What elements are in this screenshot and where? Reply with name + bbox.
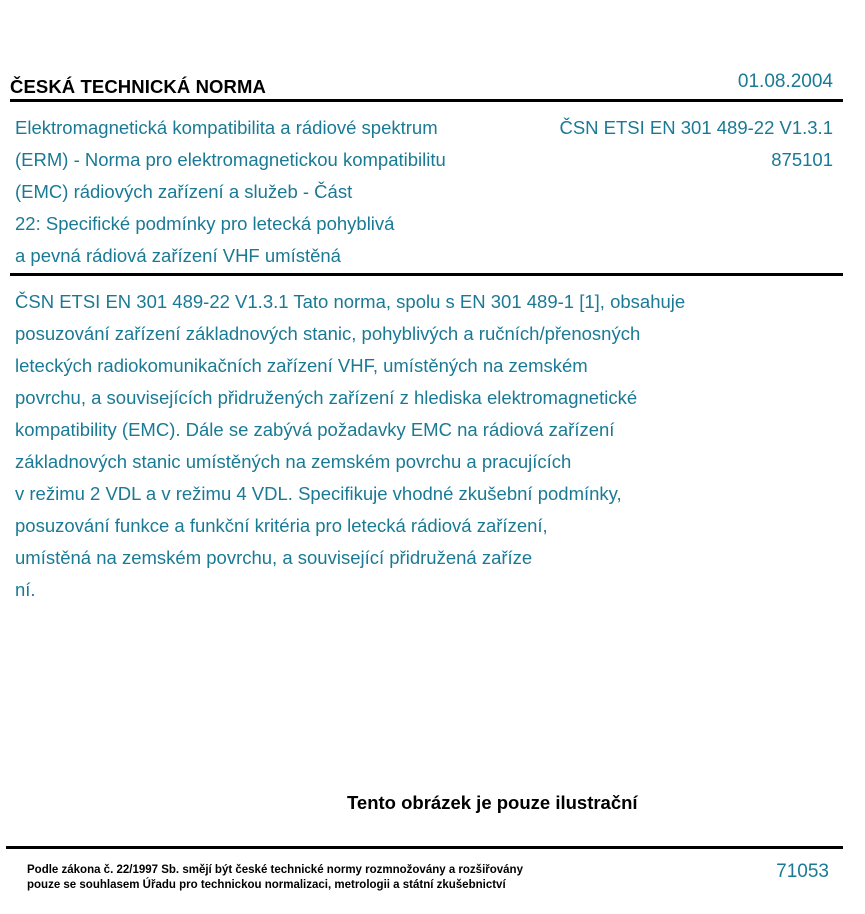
body-text-line: v režimu 2 VDL a v režimu 4 VDL. Specifikuje vhodné zkušební podmínky,: [15, 483, 622, 504]
classification-number: 875101: [771, 149, 833, 170]
body-text-line: povrchu, a souvisejících přidružených zařízení z hlediska elektromagnetické: [15, 387, 638, 408]
body-text-line: ní.: [15, 579, 36, 600]
footer-rule: [6, 846, 843, 849]
standard-title-line: 22: Specifické podmínky pro letecká pohyblivá: [15, 213, 395, 234]
body-text-line: umístěná na zemském povrchu, a související přidružená zaříze: [15, 547, 533, 568]
document-number: 71053: [776, 861, 829, 882]
header-rule: [10, 99, 843, 102]
body-text-line: posuzování zařízení základnových stanic, pohyblivých a ručních/přenosných: [15, 323, 641, 344]
illustration-note: Tento obrázek je pouze ilustrační: [347, 792, 638, 813]
page-title: ČESKÁ TECHNICKÁ NORMA: [10, 76, 266, 97]
standard-title-line: (ERM) - Norma pro elektromagnetickou kompatibilitu: [15, 149, 446, 170]
title-rule: [10, 273, 843, 276]
body-text-line: leteckých radiokomunikačních zařízení VHF, umístěných na zemském: [15, 355, 588, 376]
legal-notice-line: Podle zákona č. 22/1997 Sb. smějí být české technické normy rozmnožovány a rozšiřovány: [27, 864, 523, 876]
standard-title-line: a pevná rádiová zařízení VHF umístěná: [15, 245, 341, 266]
body-text-line: kompatibility (EMC). Dále se zabývá požadavky EMC na rádiová zařízení: [15, 419, 615, 440]
standard-code: ČSN ETSI EN 301 489-22 V1.3.1: [559, 117, 833, 138]
body-text-line: posuzování funkce a funkční kritéria pro letecká rádiová zařízení,: [15, 515, 548, 536]
standard-title-line: (EMC) rádiových zařízení a služeb - Část: [15, 181, 353, 202]
legal-notice-line: pouze se souhlasem Úřadu pro technickou normalizaci, metrologii a státní zkušebnictví: [27, 879, 506, 891]
body-text-line: ČSN ETSI EN 301 489-22 V1.3.1 Tato norma, spolu s EN 301 489-1 [1], obsahuje: [15, 291, 686, 312]
publication-date: 01.08.2004: [737, 71, 833, 92]
standard-title-line: Elektromagnetická kompatibilita a rádiové spektrum: [15, 117, 438, 138]
body-text-line: základnových stanic umístěných na zemském povrchu a pracujících: [15, 451, 572, 472]
